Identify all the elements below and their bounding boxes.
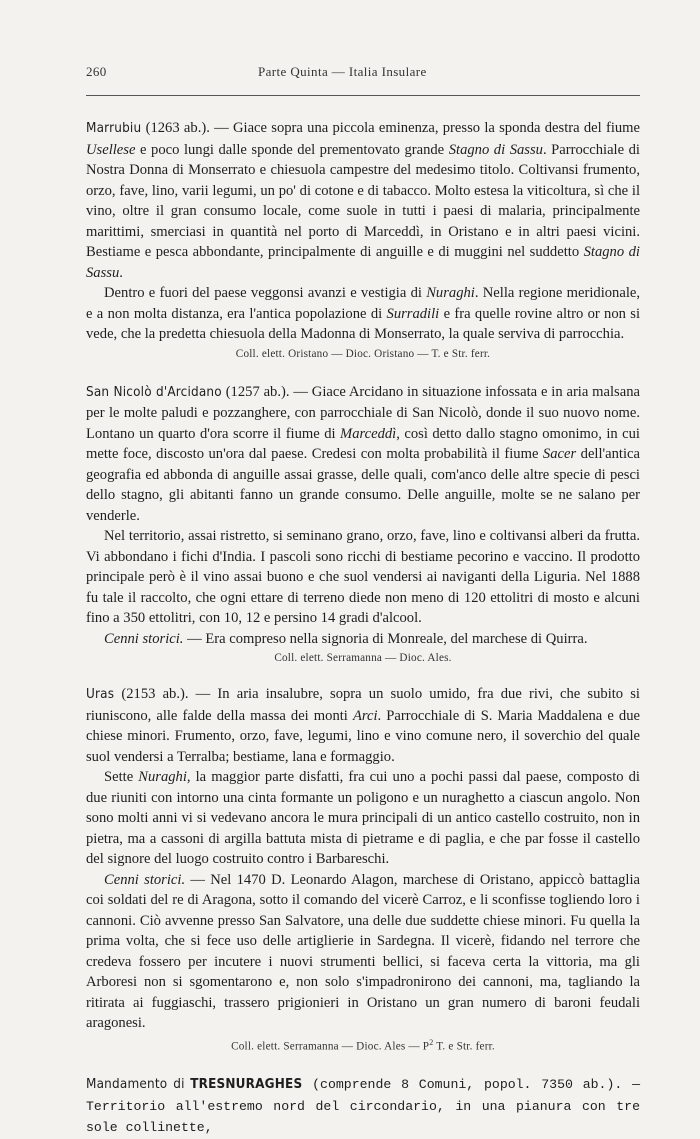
sannicolo-cenni-storici: Cenni storici. — Era compreso nella signoria di Monreale, del marchese di Quirra. <box>104 630 588 647</box>
arci-name: Arci <box>352 707 378 724</box>
nuraghi-term: Nuraghi <box>426 285 475 301</box>
entry-name-san-nicolo: San Nicolò d'Arcidano <box>86 384 222 400</box>
header-rule <box>86 95 640 96</box>
marceddi-name: Marceddì <box>340 425 397 442</box>
nuraghi-term: Nuraghi <box>138 769 187 785</box>
marrubiu-paragraph-1: Marrubiu (1263 ab.). — Giace sopra una piccola eminenza, presso la sponda destra del fiume Usellese e poco lungi dalle sponde del prementovato grande Stagno di Sassu. Parrocchiale di Nostra Donna di Monserrato e chiesuola campestre del medesimo titolo. Coltivansi frumento, orzo, fave, lino, varii legumi, un po' di cotone e di tabacco. Molto estesa la viticoltura, sì che il vino, oltre il gran consumo locale, come suole in tutti i paesi di malaria, principalmente marittimi, smerciasi in quantità nel porto di Marceddì, in Oristano e in altri paesi vicini. Bestiame e pesca abbondante, principalmente di anguille e di muggini nel suddetto Stagno di Sassu. <box>86 120 640 281</box>
running-title: Parte Quinta — Italia Insulare <box>258 64 427 79</box>
mandamento-lead: Mandamento di <box>86 1077 185 1093</box>
mandamento-name: TRESNURAGHES <box>190 1077 303 1093</box>
sannicolo-paragraph-2: Nel territorio, assai ristretto, si seminano grano, orzo, fave, lino e coltivansi alberi da frutta. Vi abbondano i fichi d'India. I pascoli sono ricchi di bestiame pecorino e vaccino. Il prodotto principale però è il vino assai buono e che suol vendersi ai naviganti della Liguria. Nel 1888 fu tale il raccolto, che ogni ettare di terreno diede non meno di 120 ettolitri di mosto e alcuni fino a 350 ettolitri, con 10, 12 e persino 14 gradi d'alcool. <box>86 528 640 626</box>
uras-paragraph-2: Sette Nuraghi, la maggior parte disfatti, fra cui uno a pochi passi dal paese, composto di due riuniti con intorno una cinta formante un poligono e un nuraghetto a ciascun angolo. Non sono molti anni vi si vedevano ancora le mura principali di un antico castello costruito, non in pietra, ma a cassoni di argilla battuta mista di pietrame e di paglia, e che par fosse il castello del signore del luogo costruito contro i Barbareschi. <box>86 769 640 867</box>
lagoon-name: Stagno di Sassu <box>448 141 543 158</box>
tresnuraghes-paragraph: Mandamento di TRESNURAGHES (comprende 8 Comuni, popol. 7350 ab.). — Territorio all'estremo nord del circondario, in una pianura con tre sole collinette, <box>86 1077 641 1136</box>
page-header <box>86 64 640 80</box>
marrubiu-paragraph-2: Dentro e fuori del paese veggonsi avanzi e vestigia di Nuraghi. Nella regione meridionale, e a non molta distanza, era l'antica popolazione di Surradili e fra quelle rovine altro or non si vede, che la predetta chiesuola della Madonna di Monserrato, la quale serviva di parrocchia. <box>86 285 641 342</box>
entry-name-uras: Uras <box>86 687 115 702</box>
cenni-label: Cenni storici. <box>104 871 186 888</box>
lagoon-name-2: Stagno di Sassu <box>86 244 640 281</box>
cenni-label: Cenni storici. <box>104 630 184 647</box>
uras-cenni-storici: Cenni storici. — Nel 1470 D. Leonardo Alagon, marchese di Oristano, appiccò battaglia coi soldati del re di Aragona, sotto il comando del vicerè Carroz, e li sconfisse togliendo loro i cannoni. Ciò avvenne presso San Salvatore, una delle due suddette chiese minori. Fu quella la prima volta, che si fece uso delle artiglierie in Sardegna. Il vicerè, fidando nel terrore che credeva fossero per incutere i nuovi strumenti bellici, si faceva certa la vittoria, ma gli Arboresi non si sgomentarono e, non solo s'impadronirono dei cannoni, ma, tagliando la ritirata ai fuggiaschi, trassero prigionieri in Oristano un gran numero di baroni feudali aragonesi. <box>86 871 640 1031</box>
river-name: Usellese <box>86 141 136 158</box>
uras-collegio-line: Coll. elett. Serramanna — Dioc. Ales — $P^2$ T. e Str. ferr. <box>231 1037 495 1053</box>
page-body <box>86 118 640 1139</box>
entry-name-marrubiu: Marrubiu <box>86 121 142 136</box>
uras-paragraph-1: Uras (2153 ab.). — In aria insalubre, sopra un suolo umido, fra due rivi, che subito si riuniscono, alle falde della massa dei monti Arci. Parrocchiale di S. Maria Maddalena e due chiese minori. Frumento, orzo, fave, legumi, lino e vino comune nero, il soverchio del quale suol vendersi a Terralba; bestiame, lana e formaggio. <box>86 686 640 765</box>
marrubiu-collegio-line: Coll. elett. Oristano — Dioc. Oristano — T. e Str. ferr. <box>235 347 491 360</box>
page-number: 260 <box>86 64 107 79</box>
sacer-name: Sacer <box>542 446 577 462</box>
surradili-name: Surradili <box>386 305 440 322</box>
sannicolo-collegio-line: Coll. elett. Serramanna — Dioc. Ales. <box>274 652 452 664</box>
sannicolo-paragraph-1: San Nicolò d'Arcidano (1257 ab.). — Giace Arcidano in situazione infossata e in aria malsana per le molte paludi e pozzanghere, con parrocchiale di San Nicolò, donde il suo nuovo nome. Lontano un quarto d'ora scorre il fiume di Marceddì, così detto dallo stagno omonimo, in cui mette foce, discosto un'ora dal paese. Credesi con molta probabilità il fiume Sacer dell'antica geografia ed abbonda di anguille assai grasse, delle quali, com'anco delle altre specie di pesci dello stagno, gli abitanti fanno un grande consumo. Delle anguille, molte se ne salano per venderle. <box>86 383 640 524</box>
